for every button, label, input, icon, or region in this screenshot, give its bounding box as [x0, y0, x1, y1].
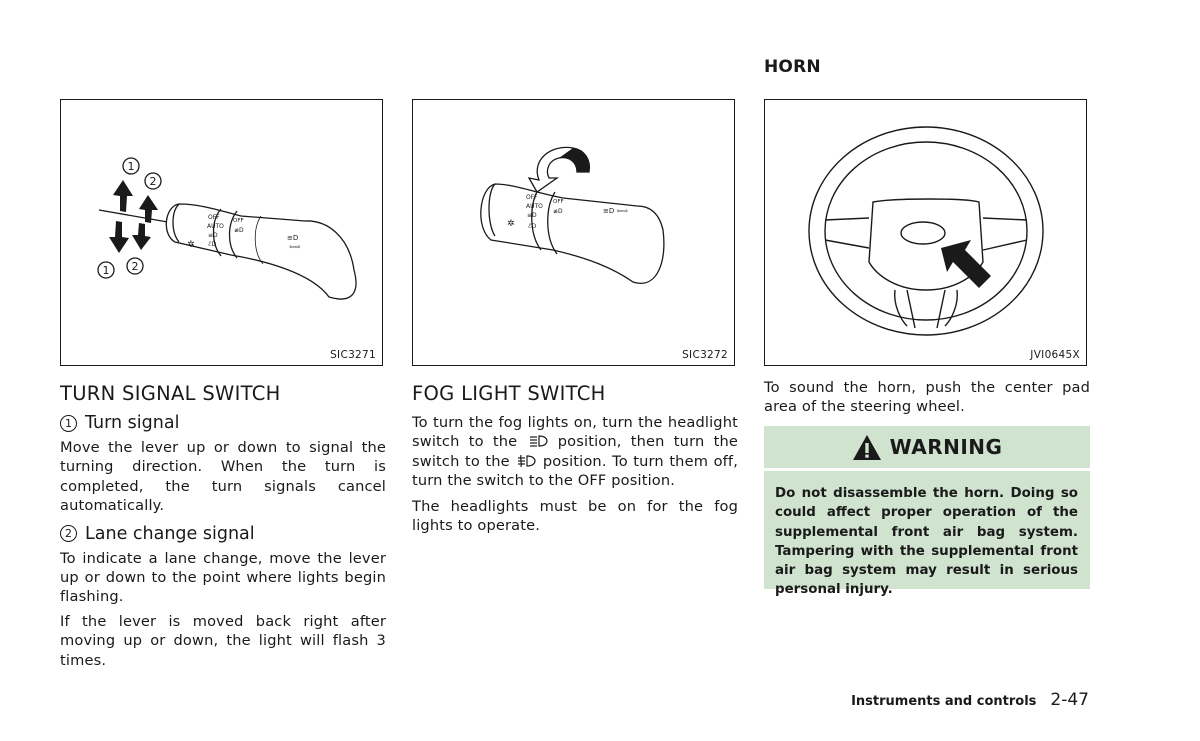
- svg-text:ℰD: ℰD: [528, 223, 537, 230]
- figure-code: SIC3271: [330, 349, 376, 361]
- steering-wheel-horn-illustration: [765, 100, 1088, 367]
- svg-text:⇦⇨: ⇦⇨: [289, 243, 301, 251]
- turn-signal-subheading: [60, 413, 386, 433]
- headlight-icon: [527, 434, 549, 448]
- figure-steering-wheel: [764, 99, 1087, 366]
- fog-light-heading: FOG LIGHT SWITCH: [412, 382, 606, 405]
- horn-section: [764, 378, 1090, 422]
- warning-triangle-icon: [852, 434, 882, 461]
- lane-change-subtitle: Lane change signal: [85, 523, 255, 544]
- turn-signal-lever-illustration: [61, 100, 384, 367]
- svg-text:≡D: ≡D: [527, 212, 537, 219]
- svg-text:AUTO: AUTO: [526, 203, 543, 210]
- svg-text:OFF: OFF: [526, 194, 538, 201]
- figure-fog-light: [412, 99, 735, 366]
- svg-text:1: 1: [102, 264, 110, 277]
- svg-text:2: 2: [149, 175, 157, 188]
- lane-change-subheading: [60, 524, 386, 544]
- lane-change-text-2: If the lever is moved back right after moving up or down, the light will flash 3 times.: [60, 612, 386, 669]
- figure-turn-signal: [60, 99, 383, 366]
- lane-change-text-1: To indicate a lane change, move the lever up or down to the point where lights begin flashing.: [60, 549, 386, 606]
- number-two-icon: 2: [60, 525, 77, 542]
- svg-text:OFF: OFF: [233, 218, 244, 224]
- footer-section-title: Instruments and controls: [851, 694, 1037, 709]
- figure-code: JVI0645X: [1030, 349, 1080, 361]
- page-number: 2-47: [1050, 690, 1089, 710]
- fog-light-text-2: The headlights must be on for the fog lights to operate.: [412, 497, 738, 535]
- svg-text:≢D: ≢D: [553, 208, 563, 215]
- svg-text:1: 1: [127, 160, 135, 173]
- svg-text:ℰD: ℰD: [208, 241, 217, 248]
- svg-text:≡D: ≡D: [208, 232, 218, 239]
- page-footer: [851, 690, 1089, 710]
- horn-text: To sound the horn, push the center pad area of the steering wheel.: [764, 379, 1090, 416]
- turn-signal-subtitle: Turn signal: [85, 413, 180, 433]
- svg-text:✲: ✲: [187, 240, 195, 250]
- warning-title: WARNING: [889, 435, 1003, 459]
- svg-text:OFF: OFF: [553, 199, 564, 205]
- fig1-off-label: OFF: [208, 214, 220, 221]
- fog-light-text-1: To turn the fog lights on, turn the headlight switch to the position, then turn the switch to the position. To turn them off, turn the switch to the OFF position.: [412, 414, 739, 490]
- fog-light-switch-illustration: [413, 100, 736, 367]
- warning-header: [764, 426, 1090, 471]
- figure-code: SIC3272: [682, 349, 728, 361]
- warning-box: [764, 426, 1090, 598]
- warning-text: Do not disassemble the horn. Doing so could affect proper operation of the supplemental front air bag system. Tampering with the supplemental front air bag system may result in serious personal injury.: [775, 486, 1078, 598]
- fog-light-section: [412, 382, 738, 540]
- number-one-icon: 1: [60, 415, 77, 432]
- svg-text:≡D ⇦⇨: ≡D ⇦⇨: [603, 207, 629, 215]
- svg-text:✲: ✲: [507, 219, 515, 229]
- fog-light-icon: [515, 454, 537, 468]
- svg-text:2: 2: [131, 260, 139, 273]
- turn-signal-heading: TURN SIGNAL SWITCH: [60, 382, 281, 405]
- svg-text:≢D: ≢D: [234, 227, 244, 234]
- horn-heading: HORN: [764, 57, 821, 77]
- turn-signal-section: [60, 382, 386, 675]
- svg-text:≡D: ≡D: [287, 234, 299, 242]
- fig1-auto-label: AUTO: [207, 223, 224, 230]
- turn-signal-text: Move the lever up or down to signal the turning direction. When the turn is completed, the turn signals cancel automatically.: [60, 439, 386, 515]
